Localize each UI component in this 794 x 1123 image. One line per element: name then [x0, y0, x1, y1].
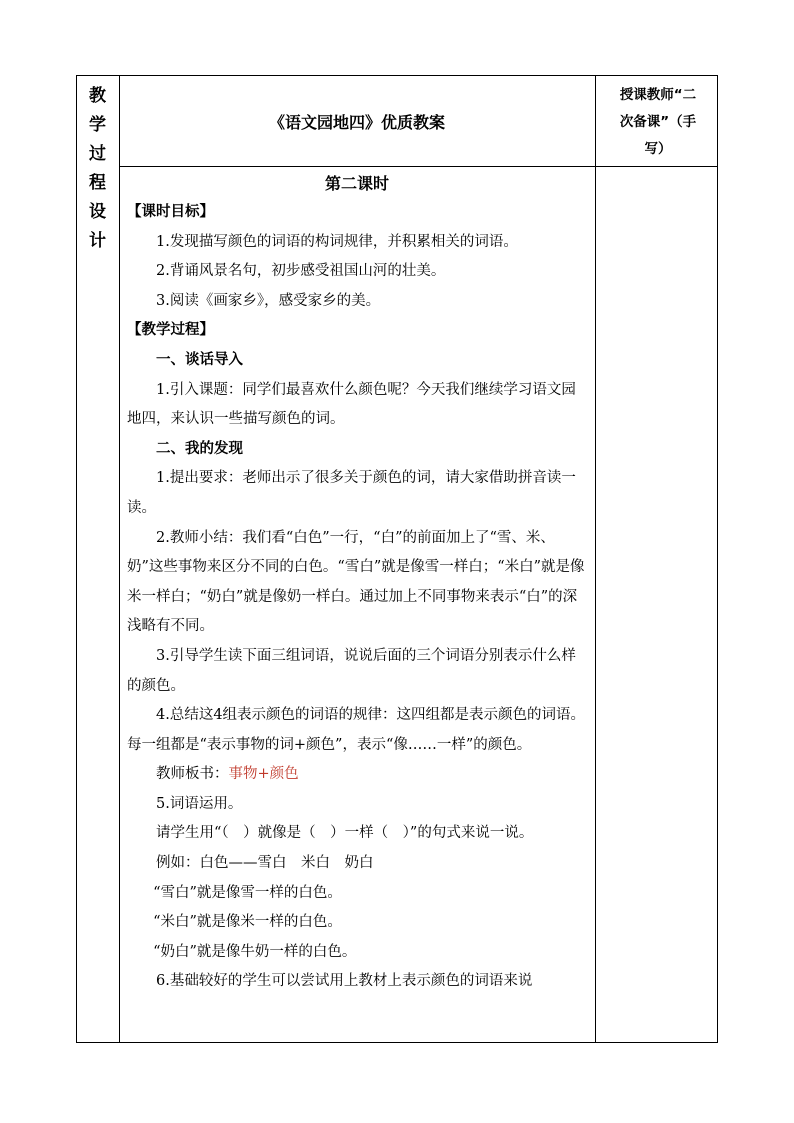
- teacher-note-line: 写）: [644, 141, 672, 157]
- paragraph: 请学生用“（ ）就像是（ ）一样（ ）”的句式来说一说。: [156, 825, 534, 842]
- teacher-note-line: 次备课”（手: [619, 114, 697, 130]
- goals-heading: 【课时目标】: [127, 204, 214, 220]
- paragraph: 5.词语运用。: [156, 795, 243, 812]
- side-label: [76, 82, 119, 256]
- goal-item: 3.阅读《画家乡》，感受家乡的美。: [156, 292, 381, 309]
- side-label-char: 过: [89, 144, 106, 164]
- document-title: 《语文园地四》优质教案: [268, 112, 445, 132]
- paragraph: 2.教师小结：我们看“白色”一行，“白”的前面加上了“雪、米、奶”这些事物来区分不同的白色。“雪白”就是像雪一样白；“米白”就是像米一样白；“奶白”就是像奶一样白。通过加上不同事物来表示“白”的深浅略有不同。: [127, 529, 585, 635]
- example-item: “雪白”就是像雪一样的白色。: [153, 884, 342, 901]
- side-label-char: 教: [89, 86, 106, 106]
- section-heading: 二、我的发现: [156, 440, 243, 457]
- goal-item: 1.发现描写颜色的词语的构词规律，并积累相关的词语。: [156, 233, 518, 250]
- lesson-title: 第二课时: [324, 174, 389, 193]
- column-divider: [119, 76, 120, 1042]
- board-note: [127, 760, 587, 790]
- goal-item: 2.背诵风景名句，初步感受祖国山河的壮美。: [156, 263, 446, 280]
- section-heading: 一、谈话导入: [156, 351, 243, 368]
- process-heading: 【教学过程】: [127, 322, 214, 339]
- table-border-right: [717, 76, 718, 1042]
- lesson-plan-table: [76, 75, 718, 1043]
- teacher-note-heading: [601, 82, 715, 163]
- example-item: “米白”就是像米一样的白色。: [153, 914, 342, 931]
- board-label: 教师板书：: [156, 766, 229, 783]
- teacher-note-line: 授课教师“二: [619, 87, 697, 103]
- side-label-char: 程: [89, 173, 106, 193]
- side-label-char: 学: [89, 115, 106, 135]
- side-label-char: 设: [89, 202, 106, 222]
- side-label-char: 计: [89, 231, 106, 251]
- paragraph: 1.引入课题：同学们最喜欢什么颜色呢？今天我们继续学习语文园地四，来认识一些描写颜色的词。: [127, 381, 576, 428]
- column-divider: [595, 76, 596, 1042]
- board-content: 事物+颜色: [228, 766, 299, 783]
- example-item: “奶白”就是像牛奶一样的白色。: [153, 943, 357, 960]
- example-line: 例如：白色——雪白 米白 奶白: [156, 855, 374, 872]
- paragraph: 3.引导学生读下面三组词语，说说后面的三个词语分别表示什么样的颜色。: [127, 647, 576, 694]
- row-divider: [119, 166, 718, 167]
- paragraph: 1.提出要求：老师出示了很多关于颜色的词，请大家借助拼音读一读。: [127, 470, 576, 516]
- paragraph: 4.总结这4组表示颜色的词语的规律：这四组都是表示颜色的词语。每一组都是“表示事物的词+颜色”，表示“像……一样”的颜色。: [127, 707, 586, 753]
- paragraph: 6.基础较好的学生可以尝试用上教材上表示颜色的词语来说: [156, 973, 533, 990]
- lesson-content: [127, 170, 587, 997]
